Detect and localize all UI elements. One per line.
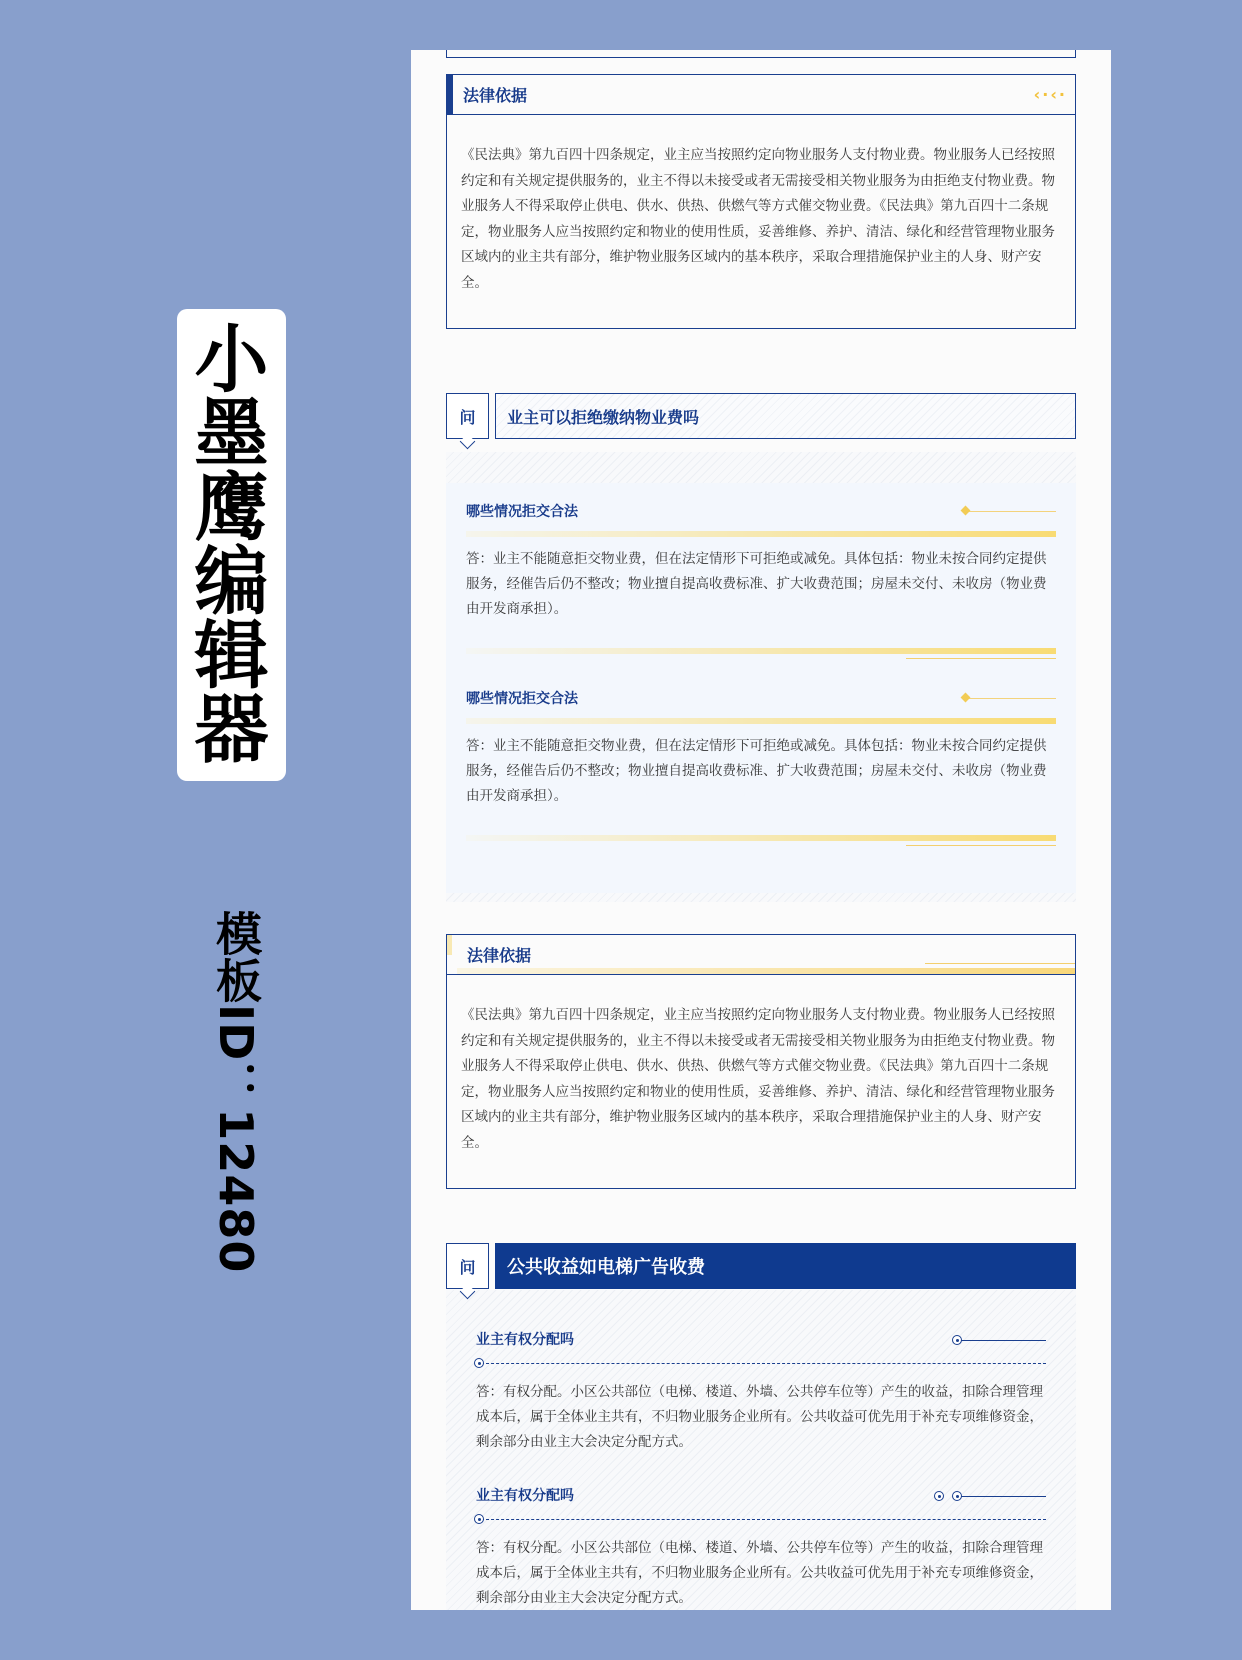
legal-basis-box <box>446 74 1076 329</box>
brand-char: 辑 <box>194 613 269 699</box>
qa-subtitle: 业主有权分配吗 <box>476 1332 574 1348</box>
qa-answer: 答：有权分配。小区公共部位（电梯、楼道、外墙、公共停车位等）产生的收益，扣除合理管理成本后，属于全体业主共有，不归物业服务企业所有。公共收益可优先用于补充专项维修资金，剩余部分由业主大会决定分配方式。 <box>476 1540 1043 1606</box>
legal-basis-title: 法律依据 <box>467 946 532 965</box>
document-page <box>411 50 1111 1610</box>
circle-dot-icon <box>474 1514 484 1524</box>
brand-char: 编 <box>194 539 269 625</box>
legal-basis-title: 法律依据 <box>463 86 528 105</box>
question-badge: 问 <box>446 393 489 439</box>
qa-answer: 答：业主不能随意拒交物业费，但在法定情形下可拒绝或减免。具体包括：物业未按合同约定提供服务，经催告后仍不整改；物业擅自提高收费标准、扩大收费范围；房屋未交付、未收房（物业费由开发商承担）。 <box>466 738 1047 804</box>
qa-item <box>446 670 1076 857</box>
question-title: 业主可以拒绝缴纳物业费吗 <box>495 393 1076 439</box>
qa-footer-decoration <box>466 648 1056 670</box>
gradient-bar <box>466 718 1056 724</box>
diamond-line-decoration <box>966 698 1056 699</box>
brand-char: 鹰 <box>194 465 269 551</box>
previous-box-edge <box>446 50 1076 58</box>
question-badge: 问 <box>446 1243 489 1289</box>
circle-dot-icon <box>474 1358 484 1368</box>
qa-answer: 答：有权分配。小区公共部位（电梯、楼道、外墙、公共停车位等）产生的收益，扣除合理管理成本后，属于全体业主共有，不归物业服务企业所有。公共收益可优先用于补充专项维修资金，剩余部分由业主大会决定分配方式。 <box>476 1384 1043 1450</box>
dashed-divider <box>476 1363 1046 1364</box>
header-bar <box>447 75 453 114</box>
yellow-tab <box>447 935 452 955</box>
qa-subtitle: 哪些情况拒交合法 <box>466 504 578 520</box>
dashed-divider <box>476 1519 1046 1520</box>
question-header <box>446 1243 1076 1289</box>
template-id: 模板ID：12480 <box>209 910 263 1274</box>
gradient-bar <box>466 531 1056 537</box>
diamond-line-decoration <box>966 511 1056 512</box>
legal-basis-box <box>446 934 1076 1189</box>
legal-basis-header <box>447 75 1075 115</box>
brand-char: 墨 <box>194 391 269 477</box>
brand-char: 器 <box>194 687 269 773</box>
qa-subtitle: 业主有权分配吗 <box>476 1488 574 1504</box>
brand-card <box>177 309 286 781</box>
qa-item <box>476 1330 1046 1455</box>
qa-item <box>476 1486 1046 1610</box>
legal-basis-header <box>447 935 1075 975</box>
circle-dot-icon <box>934 1491 944 1501</box>
circle-line-decoration <box>958 1340 1046 1341</box>
qa-panel <box>446 483 1076 893</box>
legal-basis-text: 《民法典》第九百四十四条规定，业主应当按照约定向物业服务人支付物业费。物业服务人已经按照约定和有关规定提供服务的，业主不得以未接受或者无需接受相关物业服务为由拒绝支付物业费。物业服务人不得采取停止供电、供水、供热、供燃气等方式催交物业费。《民法典》第九百四十二条规定，物业服务人应当按照约定和物业的使用性质，妥善维修、养护、清洁、绿化和经营管理物业服务区域内的业主共有部分，维护物业服务区域内的基本秩序，采取合理措施保护业主的人身、财产安全。 <box>461 1007 1055 1151</box>
qa-subtitle: 哪些情况拒交合法 <box>466 691 578 707</box>
question-title: 公共收益如电梯广告收费 <box>495 1243 1076 1289</box>
qa-footer-decoration <box>466 835 1056 857</box>
circle-dot-icon <box>952 1335 962 1345</box>
legal-basis-text: 《民法典》第九百四十四条规定，业主应当按照约定向物业服务人支付物业费。物业服务人已经按照约定和有关规定提供服务的，业主不得以未接受或者无需接受相关物业服务为由拒绝支付物业费。物业服务人不得采取停止供电、供水、供热、供燃气等方式催交物业费。《民法典》第九百四十二条规定，物业服务人应当按照约定和物业的使用性质，妥善维修、养护、清洁、绿化和经营管理物业服务区域内的业主共有部分，维护物业服务区域内的基本秩序，采取合理措施保护业主的人身、财产安全。 <box>461 147 1055 291</box>
gradient-bar <box>457 968 1075 974</box>
circle-line-decoration <box>958 1496 1046 1497</box>
qa-item <box>446 483 1076 670</box>
circle-dot-icon <box>952 1491 962 1501</box>
double-chevron-icon: ‹·‹· <box>1033 85 1067 104</box>
brand-char: 小 <box>194 317 269 403</box>
qa-answer: 答：业主不能随意拒交物业费，但在法定情形下可拒绝或减免。具体包括：物业未按合同约定提供服务，经催告后仍不整改；物业擅自提高收费标准、扩大收费范围；房屋未交付、未收房（物业费由开发商承担）。 <box>466 551 1047 617</box>
line-decoration <box>925 963 1075 964</box>
question-header <box>446 393 1076 439</box>
